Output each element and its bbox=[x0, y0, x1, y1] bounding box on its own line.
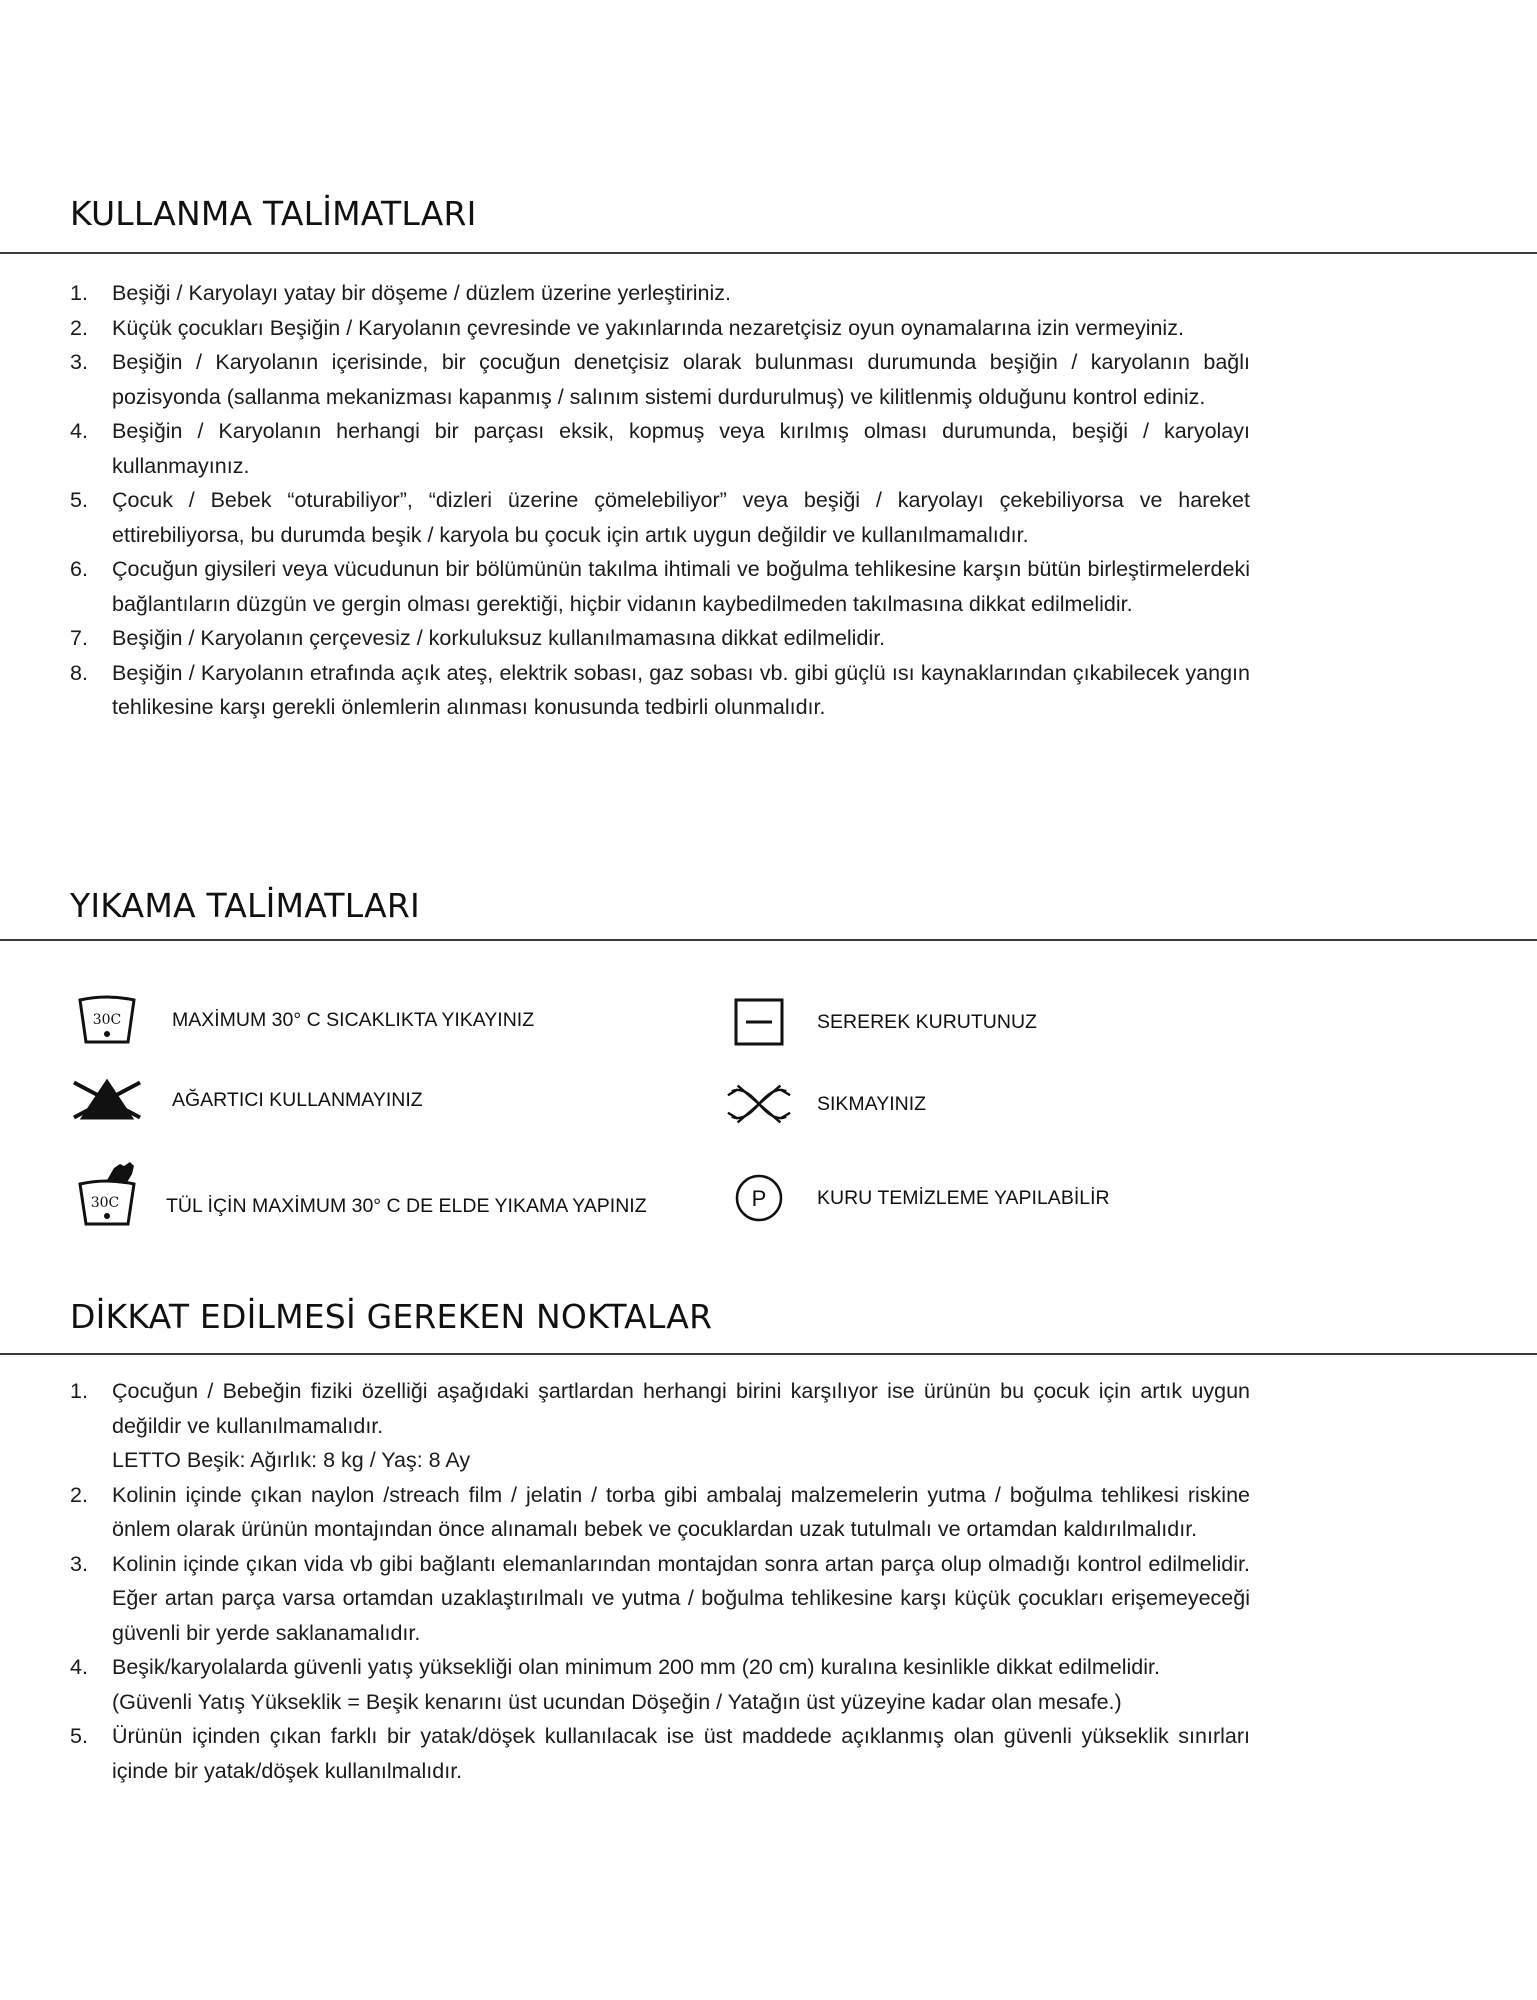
hand-wash-30-label: TÜL İÇİN MAXİMUM 30° C DE ELDE YIKAMA YAPINIZ bbox=[166, 1194, 647, 1217]
list-item: 8. Beşiğin / Karyolanın etrafında açık ateş, elektrik sobası, gaz sobası vb. gibi güçlü ısı kaynaklarından çıkabilecek yangın tehlikesine karşı gerekli önlemlerin alınması konusunda tedbirli olunmalıdır. bbox=[70, 660, 1250, 719]
hand-wash-30-icon bbox=[72, 1160, 142, 1230]
attention-divider bbox=[0, 1353, 1537, 1355]
attention-section-title: DİKKAT EDİLMESİ GEREKEN NOKTALAR bbox=[70, 1297, 713, 1336]
list-item: 4. Beşiğin / Karyolanın herhangi bir parçası eksik, kopmuş veya kırılmış olması durumunda, beşiği / karyolayı kullanmayınız. bbox=[70, 419, 1250, 478]
no-wring-label: SIKMAYINIZ bbox=[817, 1092, 927, 1115]
dry-clean-p-icon bbox=[724, 1170, 794, 1226]
list-item: 1. Beşiği / Karyolayı yatay bir döşeme / düzlem üzerine yerleştiriniz. bbox=[70, 281, 731, 305]
washing-symbol-row bbox=[72, 1072, 423, 1128]
dry-flat-label: SEREREK KURUTUNUZ bbox=[817, 1010, 1037, 1033]
list-item: 6. Çocuğun giysileri veya vücudunun bir bölümünün takılma ihtimali ve boğulma tehlikesine karşın bütün birleştirmelerdeki bağlantıların düzgün ve gergin olması gerektiği, hiçbir vidanın kaybedilmeden takılmasına dikkat edilmelidir. bbox=[70, 557, 1250, 616]
wash-30-icon bbox=[72, 992, 142, 1048]
svg-text:P: P bbox=[751, 1186, 767, 1211]
list-item: 3. Kolinin içinde çıkan vida vb gibi bağlantı elemanlarından montajdan sonra artan parça olup olmadığı kontrol edilmelidir. Eğer artan parça varsa ortamdan uzaklaştırılmalı ve yutma / boğulma tehlikesine karşı küçük çocukları erişemeyeceği güvenli bir yerde saklanamalıdır. bbox=[70, 1551, 1250, 1645]
wash-30-label: MAXİMUM 30° C SICAKLIKTA YIKAYINIZ bbox=[172, 1008, 535, 1031]
usage-divider bbox=[0, 252, 1537, 254]
list-item: 3. Beşiğin / Karyolanın içerisinde, bir çocuğun denetçisiz olarak bulunması durumunda beşiğin / karyolanın bağlı pozisyonda (sallanma mekanizması kapanmış / salınım sistemi durdurulmuş) ve kilitlenmiş olduğunu kontrol ediniz. bbox=[70, 350, 1250, 409]
list-item: 4. Beşik/karyolalarda güvenli yatış yüksekliği olan minimum 200 mm (20 cm) kuralına kesinlikle dikkat edilmelidir. (Güvenli Yatış Yükseklik = Beşik kenarını üst ucundan Döşeğin / Yatağın üst yüzeyine kadar olan mesafe.) bbox=[70, 1655, 1160, 1714]
washing-divider bbox=[0, 939, 1537, 941]
washing-section-title: YIKAMA TALİMATLARI bbox=[70, 886, 420, 925]
attention-list bbox=[70, 1374, 1250, 1788]
list-item: 2. Kolinin içinde çıkan naylon /streach film / jelatin / torba gibi ambalaj malzemelerin yutma / boğulma tehlikesi riskine önlem olarak ürünün montajından önce alınamalı bebek ve çocuklardan uzak tutulmalı ve ortamdan kaldırılmalıdır. bbox=[70, 1482, 1250, 1541]
washing-symbol-row bbox=[724, 994, 1037, 1050]
no-bleach-label: AĞARTICI KULLANMAYINIZ bbox=[172, 1088, 423, 1111]
svg-text:30C: 30C bbox=[92, 1012, 122, 1028]
washing-symbol-row bbox=[72, 992, 534, 1048]
list-item: 7. Beşiğin / Karyolanın çerçevesiz / korkuluksuz kullanılmamasına dikkat edilmelidir. bbox=[70, 626, 886, 650]
list-item: 5. Çocuk / Bebek “oturabiliyor”, “dizleri üzerine çömelebiliyor” veya beşiği / karyolayı çekebiliyorsa ve hareket ettirebiliyorsa, bu durumda beşik / karyola bu çocuk için artık uygun değildir ve kullanılmamalıdır. bbox=[70, 488, 1250, 547]
no-wring-icon bbox=[724, 1076, 794, 1132]
dry-clean-label: KURU TEMİZLEME YAPILABİLİR bbox=[817, 1186, 1110, 1209]
no-bleach-icon bbox=[72, 1072, 142, 1128]
list-item: 5. Ürünün içinden çıkan farklı bir yatak/döşek kullanılacak ise üst maddede açıklanmış olan güvenli yükseklik sınırları içinde bir yatak/döşek kullanılmalıdır. bbox=[70, 1724, 1250, 1783]
washing-symbol-row bbox=[72, 1160, 647, 1230]
usage-section-title: KULLANMA TALİMATLARI bbox=[70, 194, 477, 233]
list-item: 1. Çocuğun / Bebeğin fiziki özelliği aşağıdaki şartlardan herhangi birini karşılıyor ise ürünün bu çocuk için artık uygun değildir ve kullanılmamalıdır. LETTO Beşik: Ağırlık: 8 kg / Yaş: 8 Ay bbox=[70, 1379, 1250, 1472]
washing-symbol-row bbox=[724, 1170, 1110, 1226]
washing-symbol-row bbox=[724, 1076, 926, 1132]
usage-list bbox=[70, 276, 1250, 725]
dry-flat-icon bbox=[724, 994, 794, 1050]
list-item: 2. Küçük çocukları Beşiğin / Karyolanın çevresinde ve yakınlarında nezaretçisiz oyun oynamalarına izin vermeyiniz. bbox=[70, 315, 1184, 340]
svg-text:30C: 30C bbox=[90, 1195, 120, 1211]
